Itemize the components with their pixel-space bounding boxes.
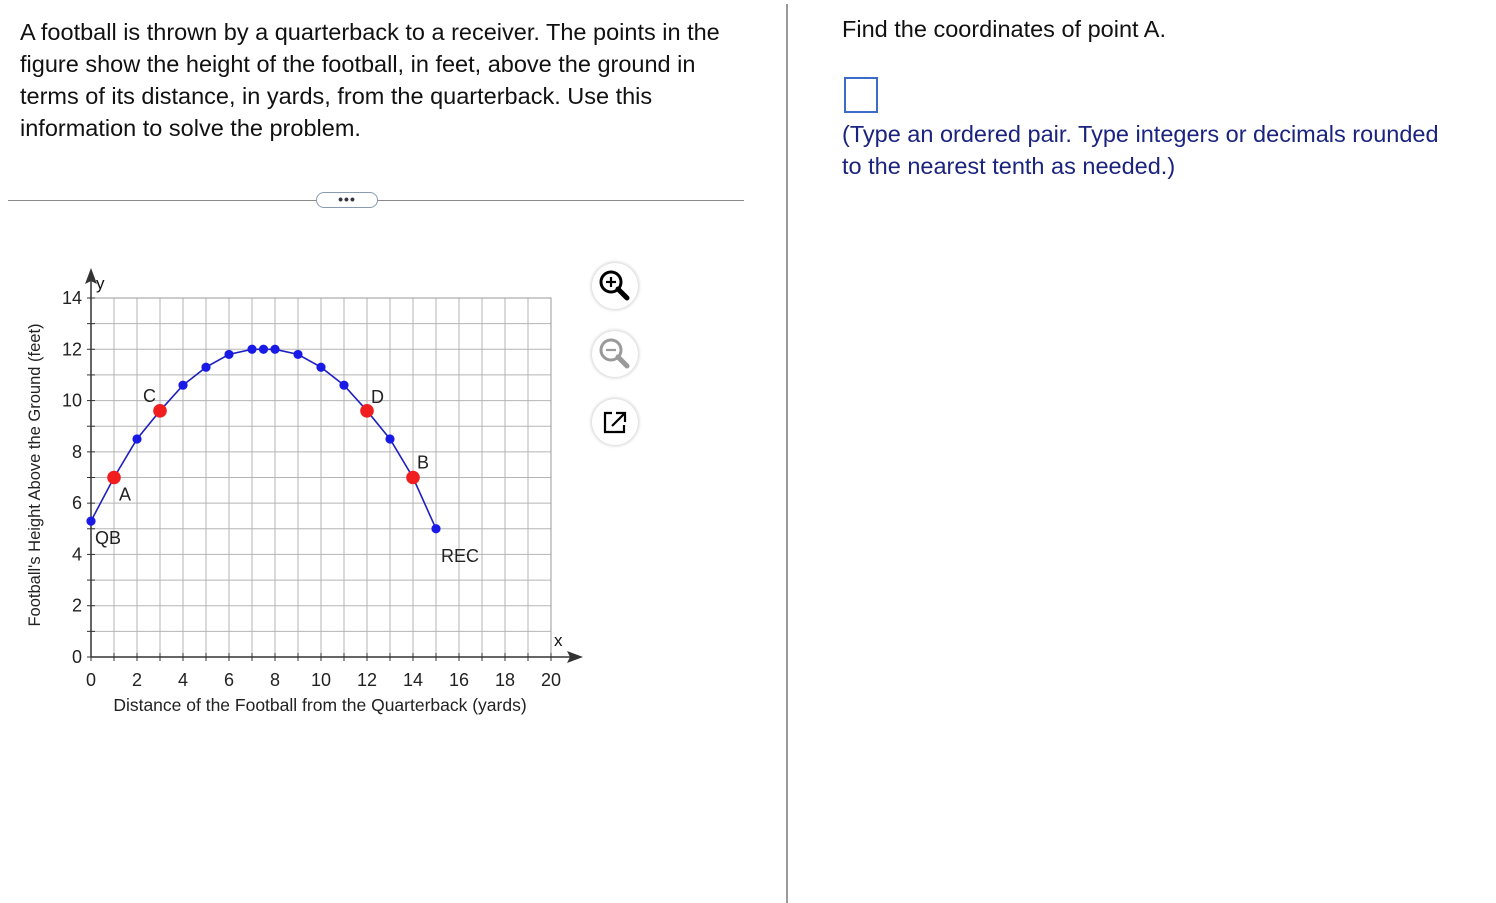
x-tick-label: 20 — [540, 670, 562, 690]
y-tick-label: 0 — [71, 647, 82, 667]
data-point — [247, 345, 256, 354]
zoom-in-icon — [592, 263, 638, 309]
x-tick-label: 6 — [223, 670, 235, 690]
x-tick-label: 4 — [177, 670, 189, 690]
x-tick-label: 18 — [494, 670, 516, 690]
x-tick-label: 10 — [310, 670, 332, 690]
x-tick-label: 16 — [448, 670, 470, 690]
point-label-a: A — [119, 484, 132, 505]
point-c[interactable] — [153, 404, 167, 418]
trajectory-curve — [91, 349, 436, 529]
data-point — [224, 350, 233, 359]
y-tick-label: 6 — [71, 493, 82, 514]
zoom-in-button[interactable] — [592, 263, 638, 309]
y-tick-label: 2 — [71, 595, 82, 616]
popout-button[interactable] — [592, 399, 638, 445]
data-point — [270, 345, 279, 354]
data-point — [132, 434, 141, 443]
question-text: Find the coordinates of point A. — [842, 16, 1166, 42]
point-a[interactable] — [107, 471, 121, 485]
y-tick-label: 12 — [61, 339, 82, 360]
y-axis-letter: y — [96, 274, 105, 293]
football-trajectory-chart — [0, 255, 600, 725]
point-label-c: C — [143, 385, 156, 406]
point-label-qb: QB — [95, 528, 122, 549]
y-tick-label: 4 — [71, 544, 82, 565]
data-point — [86, 516, 95, 525]
grid — [91, 298, 551, 657]
x-tick-label: 8 — [269, 670, 281, 690]
data-point — [178, 381, 187, 390]
point-b[interactable] — [406, 471, 420, 485]
point-label-b: B — [417, 452, 430, 473]
x-tick-label: 12 — [356, 670, 378, 690]
y-axis-label: Football's Height Above the Ground (feet) — [26, 323, 44, 627]
trajectory-line — [91, 349, 436, 529]
data-point — [316, 363, 325, 372]
popout-icon — [592, 399, 638, 445]
y-tick-label: 14 — [61, 288, 82, 308]
problem-statement: A football is thrown by a quarterback to a receiver. The points in the figure show the height of the football, in feet, above the ground in terms of its distance, in yards, from the quarterback. Use this information to solve the problem. — [20, 19, 720, 141]
x-tick-label: 0 — [85, 670, 97, 690]
zoom-out-icon — [592, 331, 638, 377]
answer-input[interactable] — [844, 77, 878, 113]
data-point — [385, 434, 394, 443]
data-point — [201, 363, 210, 372]
data-point — [293, 350, 302, 359]
point-labels — [95, 386, 479, 566]
y-tick-label: 10 — [61, 390, 82, 411]
zoom-out-button[interactable] — [592, 331, 638, 377]
data-points — [86, 345, 440, 534]
x-tick-label: 2 — [131, 670, 143, 690]
data-point — [339, 381, 348, 390]
y-tick-label: 8 — [71, 441, 82, 462]
answer-hint: (Type an ordered pair. Type integers or decimals rounded to the nearest tenth as needed.) — [842, 121, 1439, 179]
question-pane — [788, 0, 1496, 903]
x-axis-letter: x — [554, 631, 563, 650]
x-axis-label: Distance of the Football from the Quarterback (yards) — [113, 695, 527, 715]
data-point — [431, 524, 440, 533]
point-label-rec: REC — [441, 545, 480, 566]
data-point — [259, 345, 268, 354]
more-button[interactable]: ••• — [316, 192, 378, 208]
x-tick-label: 14 — [402, 670, 424, 690]
point-label-d: D — [371, 386, 384, 407]
